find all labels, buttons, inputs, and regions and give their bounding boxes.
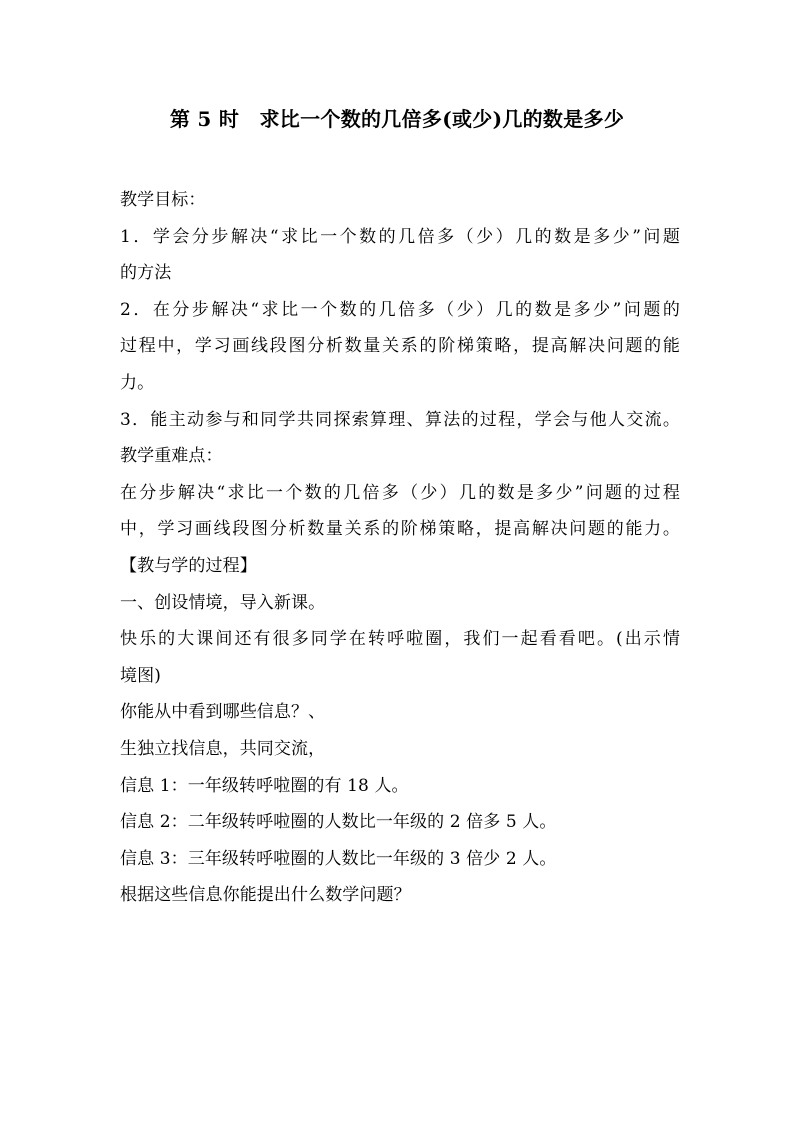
text-line: 信息 1：一年级转呼啦圈的有 18 人。	[120, 775, 409, 796]
text-line: 根据这些信息你能提出什么数学问题？	[120, 885, 411, 906]
text-line: 你能从中看到哪些信息？、	[120, 702, 326, 723]
text-line: 3．能主动参与和同学共同探索算理、算法的过程，学会与他人交流。	[120, 409, 680, 430]
text-line: 快乐的大课间还有很多同学在转呼啦圈，我们一起看看吧。(出示情	[120, 629, 680, 650]
text-line: 过程中，学习画线段图分析数量关系的阶梯策略，提高解决问题的能	[120, 336, 680, 357]
text-line: 一、创设情境，导入新课。	[120, 592, 326, 613]
text-line: 的方法	[120, 263, 172, 284]
text-line: 教学目标：	[120, 190, 206, 210]
text-line: 信息 3：三年级转呼啦圈的人数比一年级的 3 倍少 2 人。	[120, 848, 557, 869]
page-title: 第 5 时 求比一个数的几倍多(或少)几的数是多少	[169, 107, 625, 131]
text-line: 境图)	[120, 665, 161, 686]
text-line: 生独立找信息，共同交流，	[120, 738, 326, 759]
text-line: 信息 2：二年级转呼啦圈的人数比一年级的 2 倍多 5 人。	[120, 812, 557, 833]
text-line: 1．学会分步解决“求比一个数的几倍多（少）几的数是多少”问题	[120, 226, 680, 247]
text-line: 【教与学的过程】	[120, 555, 257, 576]
document-body	[120, 188, 680, 920]
text-line: 2．在分步解决“求比一个数的几倍多（少）几的数是多少”问题的	[120, 299, 680, 320]
text-line: 中，学习画线段图分析数量关系的阶梯策略，提高解决问题的能力。	[120, 519, 680, 540]
text-line: 力。	[120, 372, 155, 393]
text-line: 在分步解决“求比一个数的几倍多（少）几的数是多少”问题的过程	[120, 482, 680, 503]
text-line: 教学重难点：	[120, 446, 223, 467]
